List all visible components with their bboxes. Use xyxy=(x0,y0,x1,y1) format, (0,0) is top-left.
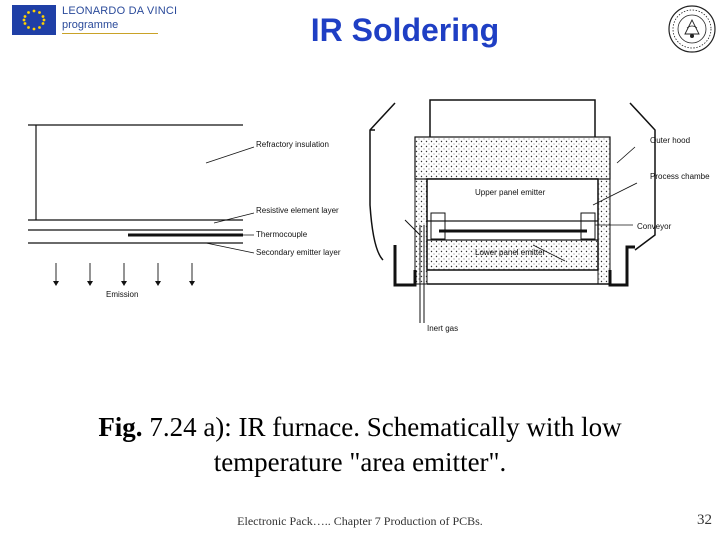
area-emitter-diagram xyxy=(28,85,358,315)
caption-line2: temperature "area emitter". xyxy=(213,447,507,477)
caption-line1 xyxy=(20,410,700,445)
label-refractory-insulation: Refractory insulation xyxy=(256,140,329,149)
figure-caption xyxy=(20,410,700,480)
label-process-chamber: Process chamber xyxy=(650,172,710,181)
university-seal-icon xyxy=(667,4,717,54)
label-resistive-element-layer: Resistive element layer xyxy=(256,206,339,215)
caption-line1-text: 7.24 a): IR furnace. Schematically with low xyxy=(142,412,622,442)
label-lower-panel-emitter: Lower panel emitter xyxy=(475,248,546,257)
label-thermocouple: Thermocouple xyxy=(256,230,308,239)
ir-furnace-diagram xyxy=(365,85,710,345)
caption-prefix: Fig. xyxy=(98,412,143,442)
slide-title: IR Soldering xyxy=(310,12,500,48)
label-outer-hood: Outer hood xyxy=(650,136,691,145)
page-number: 32 xyxy=(697,512,712,528)
logo-text-line1: LEONARDO DA VINCI xyxy=(62,5,178,17)
leonardo-da-vinci-logo xyxy=(12,5,178,35)
logo-underline xyxy=(62,33,158,34)
label-secondary-emitter-layer: Secondary emitter layer xyxy=(256,248,341,257)
label-emission: Emission xyxy=(106,290,139,299)
label-conveyor: Conveyor xyxy=(637,222,672,231)
label-inert-gas: Inert gas xyxy=(427,324,459,333)
label-upper-panel-emitter: Upper panel emitter xyxy=(475,188,546,197)
eu-flag-icon xyxy=(12,5,56,35)
logo-text-line2: programme xyxy=(62,19,119,31)
footer-text: Electronic Pack….. Chapter 7 Production of PCBs. xyxy=(237,514,483,528)
